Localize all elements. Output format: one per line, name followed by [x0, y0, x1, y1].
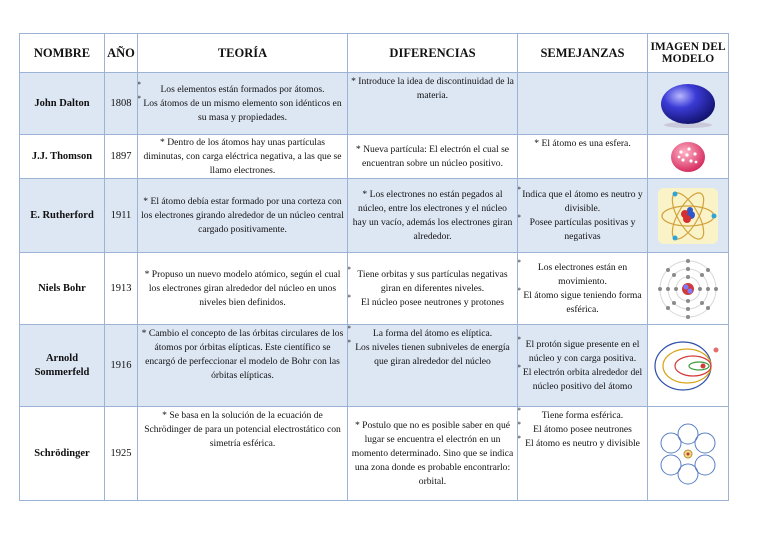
theory-item: * Los átomos de un mismo elemento son idénticos en su masa y propiedades.: [140, 97, 345, 125]
model-image-cell: [648, 325, 729, 407]
table-row: [20, 73, 729, 135]
difference-item: * Los niveles tienen subniveles de energía que giran alrededor del núcleo: [350, 341, 515, 369]
difference-item: * La forma del átomo es elíptica.: [350, 327, 515, 341]
table-row: [20, 407, 729, 501]
table-row: [20, 325, 729, 407]
header-row: [20, 34, 729, 73]
similarities-cell: * El átomo es una esfera.: [518, 135, 648, 179]
scientist-name: J.J. Thomson: [20, 135, 105, 179]
similarity-item: * El átomo es neutro y divisible: [520, 437, 645, 451]
header-image: IMAGEN DEL MODELO: [648, 34, 729, 73]
difference-item: * El núcleo posee neutrones y protones: [350, 296, 515, 310]
similarity-item: * El electrón orbita alrededor del núcleo positivo del átomo: [520, 366, 645, 394]
atomic-models-table: [19, 33, 729, 501]
similarity-item: * Indica que el átomo es neutro y divisible.: [520, 188, 645, 216]
rutherford-orbit-icon: [656, 186, 720, 246]
similarities-cell: [518, 73, 648, 135]
model-image-cell: [648, 253, 729, 325]
similarity-item: * Posee partículas positivas y negativas: [520, 216, 645, 244]
scientist-name: Arnold Sommerfeld: [20, 325, 105, 407]
similarities-cell: [518, 253, 648, 325]
table-row: [20, 179, 729, 253]
header-differences: DIFERENCIAS: [348, 34, 518, 73]
scientist-name: Niels Bohr: [20, 253, 105, 325]
theory-cell: * Cambio el concepto de las órbitas circulares de los átomos por órbitas elípticas. Este científico se encargó de perfeccionar el modelo de Bohr con las órbitas elípticas.: [138, 325, 348, 407]
differences-cell: [348, 325, 518, 407]
difference-item: * Tiene orbitas y sus partículas negativas giran en diferentes niveles.: [350, 268, 515, 296]
header-theory: TEORÍA: [138, 34, 348, 73]
year-cell: 1913: [105, 253, 138, 325]
theory-cell: * Se basa en la solución de la ecuación de Schrödinger de para un potencial electrostático con simetría esférica.: [138, 407, 348, 501]
header-year: AÑO: [105, 34, 138, 73]
model-image-cell: [648, 73, 729, 135]
thomson-pudding-icon: [668, 139, 708, 175]
similarities-cell: [518, 179, 648, 253]
theory-cell: * Dentro de los átomos hay unas partículas diminutas, con carga eléctrica negativa, a las que se llamo electrones.: [138, 135, 348, 179]
model-image-cell: [648, 179, 729, 253]
scientist-name: E. Rutherford: [20, 179, 105, 253]
year-cell: 1808: [105, 73, 138, 135]
similarity-item: * El protón sigue presente en el núcleo y con carga positiva.: [520, 338, 645, 366]
similarity-item: * Los electrones están en movimiento.: [520, 261, 645, 289]
similarity-item: * El átomo posee neutrones: [520, 423, 645, 437]
table-row: [20, 135, 729, 179]
year-cell: 1916: [105, 325, 138, 407]
similarities-cell: [518, 325, 648, 407]
bohr-shells-icon: [656, 258, 720, 320]
differences-cell: * Los electrones no están pegados al núcleo, entre los electrones y el núcleo hay un vacío, además los electrones giran alrededor.: [348, 179, 518, 253]
table-row: [20, 253, 729, 325]
similarities-cell: [518, 407, 648, 501]
dalton-sphere-icon: [657, 78, 719, 130]
header-similarities: SEMEJANZAS: [518, 34, 648, 73]
similarity-item: * Tiene forma esférica.: [520, 409, 645, 423]
year-cell: 1911: [105, 179, 138, 253]
sommerfeld-ellipse-icon: [653, 338, 723, 394]
year-cell: 1925: [105, 407, 138, 501]
model-image-cell: [648, 407, 729, 501]
differences-cell: * Nueva partícula: El electrón el cual se encuentran sobre un núcleo positivo.: [348, 135, 518, 179]
theory-cell: * Propuso un nuevo modelo atómico, según el cual los electrones giran alrededor del núcleo en unos niveles bien definidos.: [138, 253, 348, 325]
differences-cell: * Postulo que no es posible saber en qué lugar se encuentra el electrón en un momento determinado. Sino que se indica una zona donde es probable encontrarlo: orbital.: [348, 407, 518, 501]
year-cell: 1897: [105, 135, 138, 179]
scientist-name: John Dalton: [20, 73, 105, 135]
scientist-name: Schrödinger: [20, 407, 105, 501]
theory-cell: * El átomo debía estar formado por una corteza con los electrones girando alrededor de un núcleo central cargado positivamente.: [138, 179, 348, 253]
theory-item: * Los elementos están formados por átomos.: [140, 83, 345, 97]
theory-cell: [138, 73, 348, 135]
differences-cell: [348, 253, 518, 325]
differences-cell: * Introduce la idea de discontinuidad de la materia.: [348, 73, 518, 135]
model-image-cell: [648, 135, 729, 179]
schrodinger-cloud-icon: [655, 421, 721, 487]
header-name: NOMBRE: [20, 34, 105, 73]
similarity-item: * El átomo sigue teniendo forma esférica.: [520, 289, 645, 317]
